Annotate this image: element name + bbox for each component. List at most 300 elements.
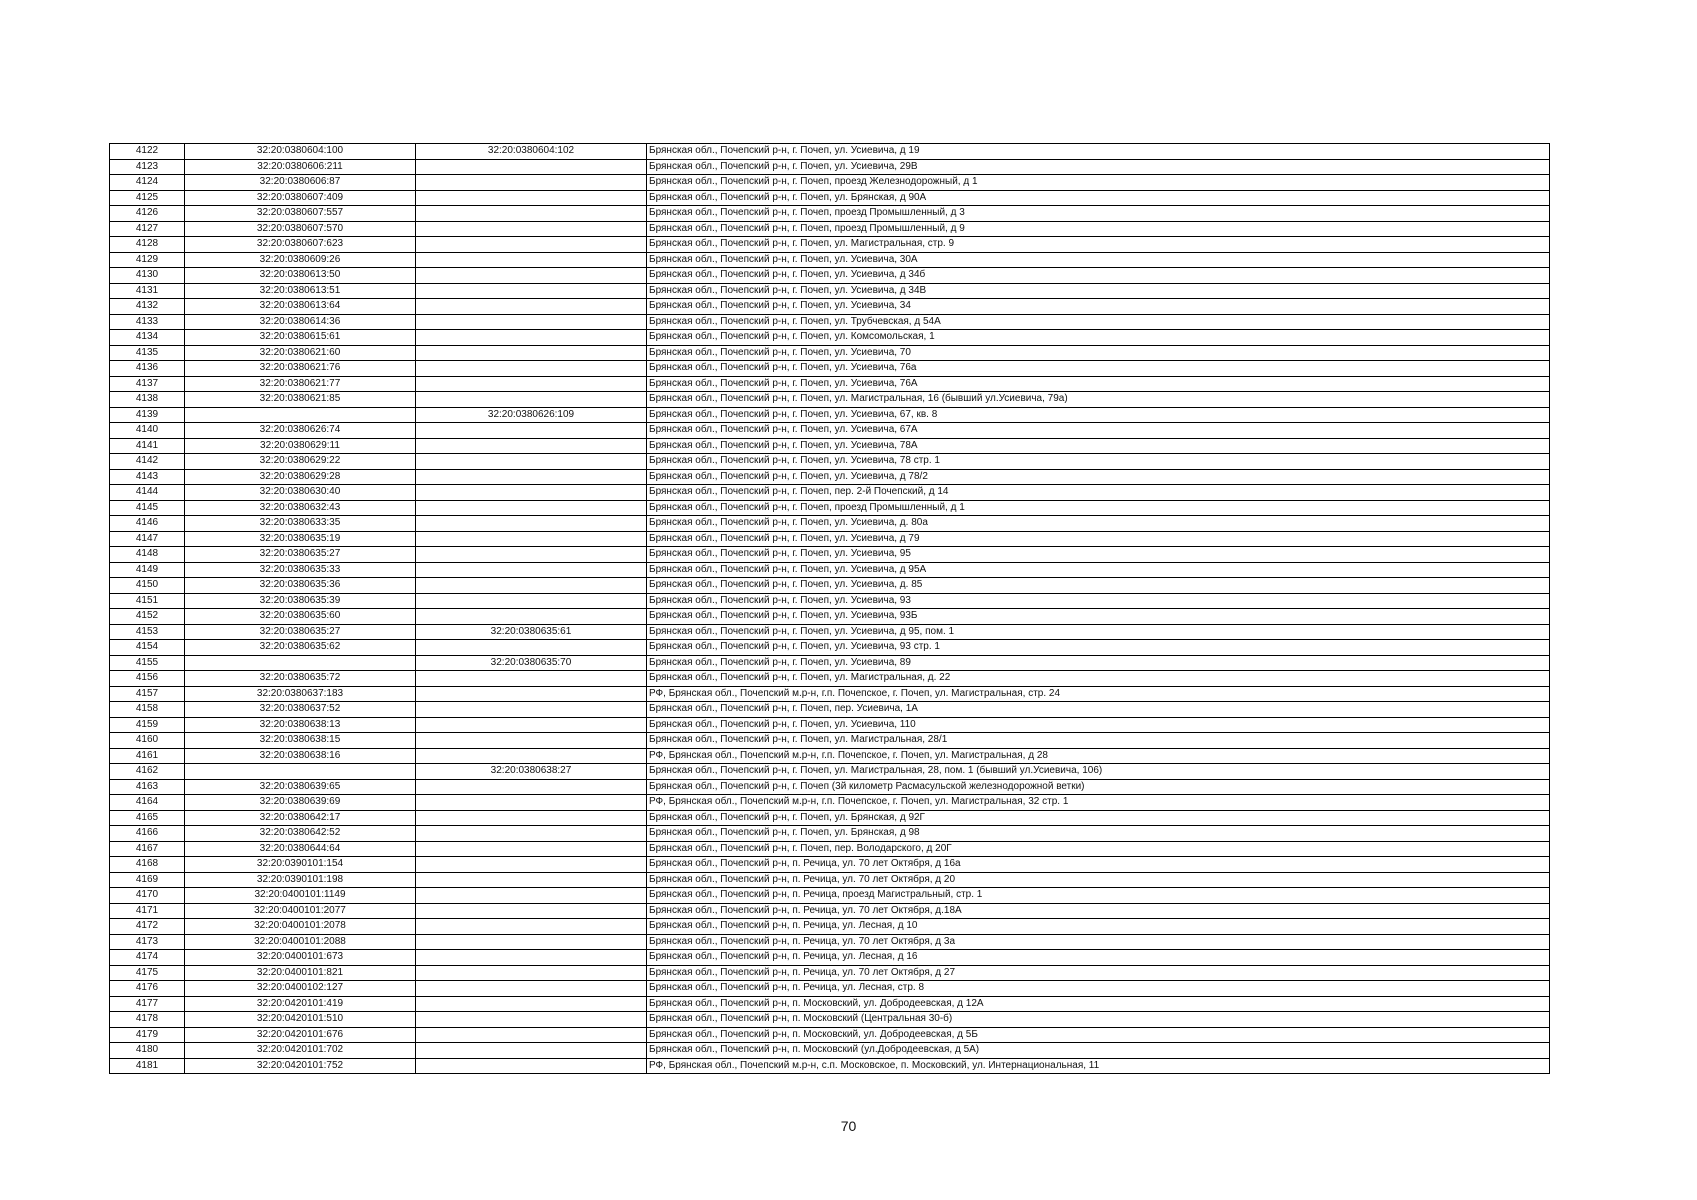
cadastral-number-cell (185, 764, 416, 780)
table-row (110, 888, 1550, 904)
row-number-cell: 4162 (110, 764, 185, 780)
address-cell: Брянская обл., Почепский р-н, п. Московский (Центральная 30-б) (647, 1012, 1550, 1028)
cadastral-number-cell: 32:20:0380629:28 (185, 469, 416, 485)
cadastral-number-cell: 32:20:0380635:60 (185, 609, 416, 625)
address-cell: Брянская обл., Почепский р-н, п. Московский, ул. Добродеевская, д 5Б (647, 1027, 1550, 1043)
related-cadastral-number-cell (416, 686, 647, 702)
row-number-cell: 4148 (110, 547, 185, 563)
address-cell: Брянская обл., Почепский р-н, п. Речица, ул. Лесная, д 16 (647, 950, 1550, 966)
row-number-cell: 4130 (110, 268, 185, 284)
row-number-cell: 4143 (110, 469, 185, 485)
cadastral-number-cell: 32:20:0380629:22 (185, 454, 416, 470)
cadastral-number-cell: 32:20:0380606:87 (185, 175, 416, 191)
cadastral-number-cell: 32:20:0380635:39 (185, 593, 416, 609)
cadastral-number-cell: 32:20:0380633:35 (185, 516, 416, 532)
address-cell: Брянская обл., Почепский р-н, п. Речица, ул. Лесная, стр. 8 (647, 981, 1550, 997)
row-number-cell: 4180 (110, 1043, 185, 1059)
related-cadastral-number-cell (416, 795, 647, 811)
address-cell: Брянская обл., Почепский р-н, п. Речица, ул. 70 лет Октября, д 27 (647, 965, 1550, 981)
row-number-cell: 4169 (110, 872, 185, 888)
table-row (110, 903, 1550, 919)
row-number-cell: 4141 (110, 438, 185, 454)
address-cell: Брянская обл., Почепский р-н, г. Почеп, ул. Усиевича, 67А (647, 423, 1550, 439)
related-cadastral-number-cell (416, 748, 647, 764)
table-row (110, 423, 1550, 439)
address-cell: Брянская обл., Почепский р-н, п. Московский (ул.Добродеевская, д 5А) (647, 1043, 1550, 1059)
related-cadastral-number-cell: 32:20:0380626:109 (416, 407, 647, 423)
cadastral-number-cell: 32:20:0420101:752 (185, 1058, 416, 1074)
cadastral-number-cell: 32:20:0380607:570 (185, 221, 416, 237)
related-cadastral-number-cell (416, 965, 647, 981)
table-row (110, 469, 1550, 485)
related-cadastral-number-cell (416, 206, 647, 222)
row-number-cell: 4146 (110, 516, 185, 532)
table-row (110, 438, 1550, 454)
row-number-cell: 4147 (110, 531, 185, 547)
row-number-cell: 4123 (110, 159, 185, 175)
row-number-cell: 4159 (110, 717, 185, 733)
related-cadastral-number-cell: 32:20:0380635:70 (416, 655, 647, 671)
cadastral-number-cell: 32:20:0400101:821 (185, 965, 416, 981)
cadastral-number-cell: 32:20:0380621:60 (185, 345, 416, 361)
row-number-cell: 4124 (110, 175, 185, 191)
table-row (110, 345, 1550, 361)
table-row (110, 268, 1550, 284)
cadastral-number-cell: 32:20:0400101:2088 (185, 934, 416, 950)
related-cadastral-number-cell (416, 299, 647, 315)
address-cell: Брянская обл., Почепский р-н, г. Почеп, ул. Усиевича, д 79 (647, 531, 1550, 547)
address-cell: РФ, Брянская обл., Почепский м.р-н, г.п. Почепское, г. Почеп, ул. Магистральная, 32 стр. 1 (647, 795, 1550, 811)
table-row (110, 485, 1550, 501)
address-cell: Брянская обл., Почепский р-н, г. Почеп, ул. Усиевича, 29В (647, 159, 1550, 175)
related-cadastral-number-cell (416, 516, 647, 532)
cadastral-number-cell: 32:20:0400101:2077 (185, 903, 416, 919)
row-number-cell: 4139 (110, 407, 185, 423)
cadastral-number-cell: 32:20:0380609:26 (185, 252, 416, 268)
related-cadastral-number-cell (416, 981, 647, 997)
cadastral-number-cell: 32:20:0380639:65 (185, 779, 416, 795)
cadastral-number-cell: 32:20:0380642:17 (185, 810, 416, 826)
row-number-cell: 4175 (110, 965, 185, 981)
address-cell: Брянская обл., Почепский р-н, п. Речица, ул. 70 лет Октября, д 16а (647, 857, 1550, 873)
table-row (110, 609, 1550, 625)
table-row (110, 407, 1550, 423)
related-cadastral-number-cell (416, 872, 647, 888)
table-row (110, 810, 1550, 826)
table-row (110, 795, 1550, 811)
related-cadastral-number-cell (416, 919, 647, 935)
cadastral-number-cell: 32:20:0420101:419 (185, 996, 416, 1012)
related-cadastral-number-cell (416, 283, 647, 299)
cadastral-number-cell: 32:20:0420101:510 (185, 1012, 416, 1028)
related-cadastral-number-cell (416, 826, 647, 842)
address-cell: Брянская обл., Почепский р-н, г. Почеп, ул. Усиевича, д 19 (647, 144, 1550, 160)
cadastral-number-cell: 32:20:0380632:43 (185, 500, 416, 516)
cadastral-number-cell: 32:20:0380638:16 (185, 748, 416, 764)
related-cadastral-number-cell (416, 221, 647, 237)
address-cell: Брянская обл., Почепский р-н, г. Почеп, ул. Усиевича, 76А (647, 376, 1550, 392)
related-cadastral-number-cell (416, 717, 647, 733)
address-cell: Брянская обл., Почепский р-н, п. Речица, ул. Лесная, д 10 (647, 919, 1550, 935)
cadastral-number-cell: 32:20:0380613:64 (185, 299, 416, 315)
address-cell: Брянская обл., Почепский р-н, п. Речица, ул. 70 лет Октября, д 3а (647, 934, 1550, 950)
address-cell: Брянская обл., Почепский р-н, г. Почеп, пер. Усиевича, 1А (647, 702, 1550, 718)
table-row (110, 981, 1550, 997)
address-cell: Брянская обл., Почепский р-н, г. Почеп, ул. Усиевича, д 34б (647, 268, 1550, 284)
cadastral-number-cell: 32:20:0380635:62 (185, 640, 416, 656)
row-number-cell: 4128 (110, 237, 185, 253)
cadastral-number-cell: 32:20:0380638:15 (185, 733, 416, 749)
table-row (110, 702, 1550, 718)
row-number-cell: 4177 (110, 996, 185, 1012)
row-number-cell: 4132 (110, 299, 185, 315)
table-row (110, 144, 1550, 160)
address-cell: Брянская обл., Почепский р-н, г. Почеп, ул. Усиевича, 30А (647, 252, 1550, 268)
cadastral-number-cell: 32:20:0380635:27 (185, 624, 416, 640)
cadastral-number-cell: 32:20:0420101:676 (185, 1027, 416, 1043)
row-number-cell: 4137 (110, 376, 185, 392)
parcel-table-body (110, 144, 1550, 1074)
cadastral-number-cell: 32:20:0380644:64 (185, 841, 416, 857)
address-cell: Брянская обл., Почепский р-н, г. Почеп, проезд Железнодорожный, д 1 (647, 175, 1550, 191)
table-row (110, 314, 1550, 330)
related-cadastral-number-cell: 32:20:0380635:61 (416, 624, 647, 640)
cadastral-number-cell: 32:20:0400101:673 (185, 950, 416, 966)
row-number-cell: 4135 (110, 345, 185, 361)
related-cadastral-number-cell (416, 531, 647, 547)
table-row (110, 671, 1550, 687)
table-row (110, 392, 1550, 408)
cadastral-number-cell: 32:20:0380637:52 (185, 702, 416, 718)
cadastral-number-cell: 32:20:0380607:409 (185, 190, 416, 206)
table-row (110, 159, 1550, 175)
table-row (110, 655, 1550, 671)
table-row (110, 578, 1550, 594)
cadastral-number-cell: 32:20:0420101:702 (185, 1043, 416, 1059)
cadastral-number-cell: 32:20:0380637:183 (185, 686, 416, 702)
related-cadastral-number-cell (416, 392, 647, 408)
related-cadastral-number-cell (416, 175, 647, 191)
table-row (110, 748, 1550, 764)
related-cadastral-number-cell (416, 454, 647, 470)
cadastral-number-cell: 32:20:0380629:11 (185, 438, 416, 454)
row-number-cell: 4160 (110, 733, 185, 749)
address-cell: Брянская обл., Почепский р-н, г. Почеп, ул. Магистральная, стр. 9 (647, 237, 1550, 253)
table-row (110, 454, 1550, 470)
address-cell: РФ, Брянская обл., Почепский м.р-н, г.п. Почепское, г. Почеп, ул. Магистральная, стр. 24 (647, 686, 1550, 702)
cadastral-number-cell (185, 407, 416, 423)
table-row (110, 950, 1550, 966)
address-cell: Брянская обл., Почепский р-н, г. Почеп, ул. Магистральная, д. 22 (647, 671, 1550, 687)
row-number-cell: 4165 (110, 810, 185, 826)
row-number-cell: 4167 (110, 841, 185, 857)
related-cadastral-number-cell (416, 609, 647, 625)
row-number-cell: 4122 (110, 144, 185, 160)
cadastral-number-cell: 32:20:0380638:13 (185, 717, 416, 733)
row-number-cell: 4138 (110, 392, 185, 408)
row-number-cell: 4155 (110, 655, 185, 671)
cadastral-number-cell (185, 655, 416, 671)
address-cell: Брянская обл., Почепский р-н, п. Речица, ул. 70 лет Октября, д 20 (647, 872, 1550, 888)
related-cadastral-number-cell (416, 562, 647, 578)
cadastral-number-cell: 32:20:0380639:69 (185, 795, 416, 811)
address-cell: Брянская обл., Почепский р-н, г. Почеп, ул. Магистральная, 28/1 (647, 733, 1550, 749)
address-cell: Брянская обл., Почепский р-н, г. Почеп, ул. Усиевича, 78 стр. 1 (647, 454, 1550, 470)
related-cadastral-number-cell (416, 779, 647, 795)
cadastral-number-cell: 32:20:0380635:27 (185, 547, 416, 563)
related-cadastral-number-cell (416, 578, 647, 594)
row-number-cell: 4127 (110, 221, 185, 237)
cadastral-number-cell: 32:20:0380613:51 (185, 283, 416, 299)
row-number-cell: 4179 (110, 1027, 185, 1043)
row-number-cell: 4181 (110, 1058, 185, 1074)
address-cell: Брянская обл., Почепский р-н, г. Почеп, ул. Магистральная, 16 (бывший ул.Усиевича, 79а) (647, 392, 1550, 408)
address-cell: Брянская обл., Почепский р-н, г. Почеп, ул. Усиевича, д. 80а (647, 516, 1550, 532)
table-row (110, 996, 1550, 1012)
row-number-cell: 4173 (110, 934, 185, 950)
cadastral-number-cell: 32:20:0400101:2078 (185, 919, 416, 935)
address-cell: Брянская обл., Почепский р-н, г. Почеп, ул. Комсомольская, 1 (647, 330, 1550, 346)
related-cadastral-number-cell (416, 671, 647, 687)
related-cadastral-number-cell (416, 268, 647, 284)
related-cadastral-number-cell (416, 159, 647, 175)
related-cadastral-number-cell (416, 547, 647, 563)
row-number-cell: 4158 (110, 702, 185, 718)
cadastral-number-cell: 32:20:0390101:154 (185, 857, 416, 873)
row-number-cell: 4166 (110, 826, 185, 842)
table-row (110, 361, 1550, 377)
row-number-cell: 4140 (110, 423, 185, 439)
cadastral-number-cell: 32:20:0380621:85 (185, 392, 416, 408)
cadastral-number-cell: 32:20:0380621:77 (185, 376, 416, 392)
cadastral-number-cell: 32:20:0380630:40 (185, 485, 416, 501)
address-cell: Брянская обл., Почепский р-н, г. Почеп, ул. Брянская, д 98 (647, 826, 1550, 842)
cadastral-number-cell: 32:20:0380635:33 (185, 562, 416, 578)
address-cell: Брянская обл., Почепский р-н, г. Почеп, проезд Промышленный, д 9 (647, 221, 1550, 237)
table-row (110, 330, 1550, 346)
cadastral-number-cell: 32:20:0380606:211 (185, 159, 416, 175)
related-cadastral-number-cell (416, 314, 647, 330)
row-number-cell: 4145 (110, 500, 185, 516)
table-row (110, 252, 1550, 268)
related-cadastral-number-cell (416, 593, 647, 609)
cadastral-number-cell: 32:20:0380604:100 (185, 144, 416, 160)
address-cell: Брянская обл., Почепский р-н, г. Почеп, ул. Усиевича, д 95А (647, 562, 1550, 578)
cadastral-number-cell: 32:20:0380635:36 (185, 578, 416, 594)
row-number-cell: 4133 (110, 314, 185, 330)
row-number-cell: 4125 (110, 190, 185, 206)
address-cell: Брянская обл., Почепский р-н, г. Почеп, ул. Усиевича, 93 (647, 593, 1550, 609)
related-cadastral-number-cell (416, 361, 647, 377)
address-cell: Брянская обл., Почепский р-н, г. Почеп, ул. Усиевича, д. 85 (647, 578, 1550, 594)
related-cadastral-number-cell (416, 190, 647, 206)
cadastral-number-cell: 32:20:0380635:72 (185, 671, 416, 687)
related-cadastral-number-cell (416, 423, 647, 439)
address-cell: Брянская обл., Почепский р-н, г. Почеп, ул. Усиевича, 70 (647, 345, 1550, 361)
address-cell: Брянская обл., Почепский р-н, г. Почеп, ул. Усиевича, 78А (647, 438, 1550, 454)
related-cadastral-number-cell (416, 841, 647, 857)
cadastral-number-cell: 32:20:0380614:36 (185, 314, 416, 330)
address-cell: Брянская обл., Почепский р-н, г. Почеп, ул. Брянская, д 92Г (647, 810, 1550, 826)
address-cell: Брянская обл., Почепский р-н, г. Почеп (3й километр Расмасульской железнодорожной ветки) (647, 779, 1550, 795)
address-cell: Брянская обл., Почепский р-н, г. Почеп, пер. Володарского, д 20Г (647, 841, 1550, 857)
address-cell: Брянская обл., Почепский р-н, г. Почеп, пер. 2-й Почепский, д 14 (647, 485, 1550, 501)
row-number-cell: 4156 (110, 671, 185, 687)
row-number-cell: 4174 (110, 950, 185, 966)
related-cadastral-number-cell: 32:20:0380604:102 (416, 144, 647, 160)
row-number-cell: 4152 (110, 609, 185, 625)
table-row (110, 934, 1550, 950)
address-cell: Брянская обл., Почепский р-н, п. Речица, ул. 70 лет Октября, д.18А (647, 903, 1550, 919)
address-cell: Брянская обл., Почепский р-н, г. Почеп, проезд Промышленный, д 3 (647, 206, 1550, 222)
address-cell: Брянская обл., Почепский р-н, г. Почеп, ул. Усиевича, д 95, пом. 1 (647, 624, 1550, 640)
address-cell: Брянская обл., Почепский р-н, г. Почеп, ул. Усиевича, 34 (647, 299, 1550, 315)
table-row (110, 206, 1550, 222)
cadastral-number-cell: 32:20:0400102:127 (185, 981, 416, 997)
related-cadastral-number-cell (416, 438, 647, 454)
row-number-cell: 4131 (110, 283, 185, 299)
row-number-cell: 4144 (110, 485, 185, 501)
address-cell: РФ, Брянская обл., Почепский м.р-н, г.п. Почепское, г. Почеп, ул. Магистральная, д 28 (647, 748, 1550, 764)
row-number-cell: 4134 (110, 330, 185, 346)
related-cadastral-number-cell (416, 1058, 647, 1074)
row-number-cell: 4171 (110, 903, 185, 919)
address-cell: Брянская обл., Почепский р-н, г. Почеп, ул. Магистральная, 28, пом. 1 (бывший ул.Усиевича, 106) (647, 764, 1550, 780)
table-row (110, 562, 1550, 578)
table-row (110, 841, 1550, 857)
address-cell: Брянская обл., Почепский р-н, п. Московский, ул. Добродеевская, д 12А (647, 996, 1550, 1012)
table-row (110, 547, 1550, 563)
row-number-cell: 4153 (110, 624, 185, 640)
related-cadastral-number-cell (416, 252, 647, 268)
table-row (110, 1058, 1550, 1074)
row-number-cell: 4168 (110, 857, 185, 873)
table-row (110, 965, 1550, 981)
row-number-cell: 4129 (110, 252, 185, 268)
table-row (110, 717, 1550, 733)
row-number-cell: 4151 (110, 593, 185, 609)
row-number-cell: 4163 (110, 779, 185, 795)
related-cadastral-number-cell (416, 237, 647, 253)
cadastral-number-cell: 32:20:0380621:76 (185, 361, 416, 377)
table-row (110, 624, 1550, 640)
table-row (110, 764, 1550, 780)
cadastral-number-cell: 32:20:0380607:623 (185, 237, 416, 253)
related-cadastral-number-cell (416, 1012, 647, 1028)
page-number: 70 (840, 1118, 857, 1134)
table-row (110, 640, 1550, 656)
related-cadastral-number-cell (416, 950, 647, 966)
table-row (110, 175, 1550, 191)
cadastral-number-cell: 32:20:0380615:61 (185, 330, 416, 346)
related-cadastral-number-cell (416, 469, 647, 485)
related-cadastral-number-cell (416, 903, 647, 919)
related-cadastral-number-cell (416, 345, 647, 361)
cadastral-number-cell: 32:20:0380613:50 (185, 268, 416, 284)
related-cadastral-number-cell (416, 888, 647, 904)
table-row (110, 376, 1550, 392)
table-row (110, 283, 1550, 299)
cadastral-number-cell: 32:20:0380642:52 (185, 826, 416, 842)
row-number-cell: 4178 (110, 1012, 185, 1028)
row-number-cell: 4150 (110, 578, 185, 594)
address-cell: Брянская обл., Почепский р-н, г. Почеп, ул. Усиевича, д 78/2 (647, 469, 1550, 485)
address-cell: Брянская обл., Почепский р-н, г. Почеп, проезд Промышленный, д 1 (647, 500, 1550, 516)
cadastral-number-cell: 32:20:0380607:557 (185, 206, 416, 222)
table-row (110, 237, 1550, 253)
row-number-cell: 4157 (110, 686, 185, 702)
row-number-cell: 4126 (110, 206, 185, 222)
related-cadastral-number-cell (416, 1027, 647, 1043)
row-number-cell: 4161 (110, 748, 185, 764)
table-row (110, 516, 1550, 532)
table-row (110, 857, 1550, 873)
cadastral-number-cell: 32:20:0380626:74 (185, 423, 416, 439)
table-row (110, 1012, 1550, 1028)
address-cell: Брянская обл., Почепский р-н, г. Почеп, ул. Усиевича, 89 (647, 655, 1550, 671)
address-cell: Брянская обл., Почепский р-н, г. Почеп, ул. Усиевича, 93 стр. 1 (647, 640, 1550, 656)
table-row (110, 500, 1550, 516)
related-cadastral-number-cell (416, 640, 647, 656)
related-cadastral-number-cell (416, 330, 647, 346)
row-number-cell: 4149 (110, 562, 185, 578)
related-cadastral-number-cell (416, 702, 647, 718)
row-number-cell: 4170 (110, 888, 185, 904)
address-cell: Брянская обл., Почепский р-н, г. Почеп, ул. Брянская, д 90А (647, 190, 1550, 206)
related-cadastral-number-cell (416, 810, 647, 826)
table-row (110, 826, 1550, 842)
table-row (110, 1043, 1550, 1059)
table-row (110, 299, 1550, 315)
cadastral-number-cell: 32:20:0390101:198 (185, 872, 416, 888)
table-row (110, 593, 1550, 609)
address-cell: Брянская обл., Почепский р-н, г. Почеп, ул. Усиевича, 76а (647, 361, 1550, 377)
address-cell: РФ, Брянская обл., Почепский м.р-н, с.п. Московское, п. Московский, ул. Интернациональная, 11 (647, 1058, 1550, 1074)
address-cell: Брянская обл., Почепский р-н, п. Речица, проезд Магистральный, стр. 1 (647, 888, 1550, 904)
related-cadastral-number-cell (416, 857, 647, 873)
table-row (110, 1027, 1550, 1043)
table-row (110, 919, 1550, 935)
row-number-cell: 4164 (110, 795, 185, 811)
cadastral-number-cell: 32:20:0380635:19 (185, 531, 416, 547)
cadastral-number-cell: 32:20:0400101:1149 (185, 888, 416, 904)
related-cadastral-number-cell: 32:20:0380638:27 (416, 764, 647, 780)
related-cadastral-number-cell (416, 485, 647, 501)
related-cadastral-number-cell (416, 1043, 647, 1059)
address-cell: Брянская обл., Почепский р-н, г. Почеп, ул. Усиевича, д 34В (647, 283, 1550, 299)
related-cadastral-number-cell (416, 733, 647, 749)
related-cadastral-number-cell (416, 376, 647, 392)
row-number-cell: 4176 (110, 981, 185, 997)
row-number-cell: 4136 (110, 361, 185, 377)
address-cell: Брянская обл., Почепский р-н, г. Почеп, ул. Усиевича, 110 (647, 717, 1550, 733)
address-cell: Брянская обл., Почепский р-н, г. Почеп, ул. Усиевича, 93Б (647, 609, 1550, 625)
table-row (110, 733, 1550, 749)
table-row (110, 872, 1550, 888)
document-sheet (109, 143, 1549, 1074)
related-cadastral-number-cell (416, 996, 647, 1012)
address-cell: Брянская обл., Почепский р-н, г. Почеп, ул. Усиевича, 95 (647, 547, 1550, 563)
related-cadastral-number-cell (416, 500, 647, 516)
table-row (110, 531, 1550, 547)
row-number-cell: 4142 (110, 454, 185, 470)
row-number-cell: 4154 (110, 640, 185, 656)
table-row (110, 190, 1550, 206)
row-number-cell: 4172 (110, 919, 185, 935)
related-cadastral-number-cell (416, 934, 647, 950)
table-row (110, 686, 1550, 702)
table-row (110, 221, 1550, 237)
